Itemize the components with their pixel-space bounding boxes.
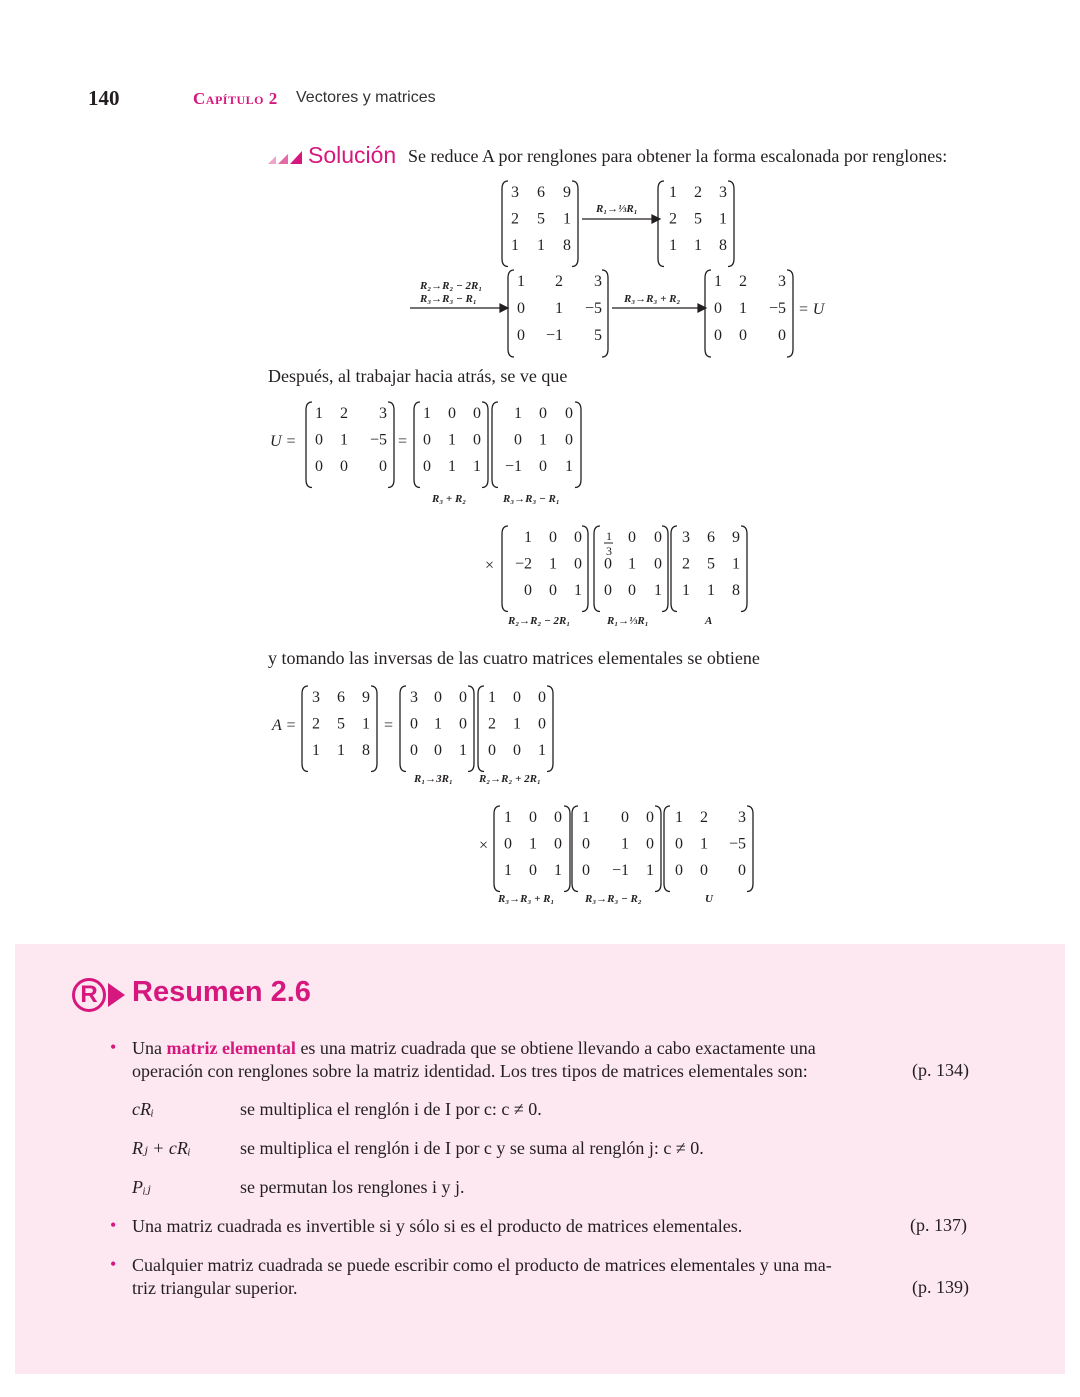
matrix-cell: 0: [524, 582, 532, 599]
matrix-cell: 1: [312, 742, 320, 759]
matrix-cell: 1: [714, 273, 722, 290]
def-symbol-3: Pᵢⱼ: [132, 1177, 151, 1197]
matrix-cell: 1: [563, 210, 571, 228]
matrix-cell: 0: [504, 835, 512, 853]
matrix-U-2: [306, 402, 394, 488]
matrix-M2: [508, 270, 608, 357]
matrix-cell: 0: [434, 742, 442, 759]
item3-ref: (p. 139): [912, 1277, 969, 1297]
item1-pre: Una: [132, 1038, 162, 1058]
matrix-cell: 0: [517, 327, 525, 344]
bullet-1: •: [110, 1037, 117, 1057]
matrix-cell: 1: [719, 210, 727, 228]
matrix-cell: 0: [574, 529, 582, 546]
matrix-cell: 8: [563, 237, 571, 254]
matrix-cell: 0: [538, 715, 546, 733]
matrix-cell: 1: [555, 300, 563, 317]
matrix-cell: 8: [732, 582, 740, 599]
matrix-cell: 2: [739, 273, 747, 290]
matrix-cell: 1: [538, 742, 546, 759]
chapter-label: Capítulo 2: [193, 89, 278, 108]
matrix-cell: 1: [337, 742, 345, 759]
matrix-cell: 0: [646, 809, 654, 826]
matrix-cell: 6: [337, 689, 345, 706]
equals-1: =: [398, 433, 408, 450]
matrix-cell: 1: [732, 555, 740, 573]
matrix-Fa: [400, 686, 474, 772]
matrix-cell: 0: [513, 689, 521, 706]
item1-rest: es una matriz cuadrada que se obtiene llevando a cabo exactamente una: [300, 1038, 816, 1058]
matrix-cell: 0: [434, 689, 442, 706]
label-A: A: [705, 615, 713, 627]
label-U: U: [705, 893, 713, 905]
matrix-cell: 1: [529, 835, 537, 853]
matrix-cell: 5: [337, 715, 345, 733]
matrix-cell: 1: [700, 835, 708, 853]
summary-badge-icon: R: [72, 978, 106, 1012]
matrix-Ec: [502, 526, 588, 612]
matrix-Ea: [414, 402, 488, 488]
matrix-cell: 3: [312, 689, 320, 706]
matrix-cell: 1: [549, 555, 557, 573]
summary-title: Resumen 2.6: [132, 976, 311, 1008]
matrix-cell: 0: [604, 555, 612, 573]
matrix-cell: −5: [584, 300, 602, 317]
matrix-cell: 1: [488, 689, 496, 706]
matrix-cell: 2: [312, 715, 320, 733]
matrix-cell: 0: [423, 458, 431, 475]
matrix-cell: 0: [513, 742, 521, 759]
matrix-cell: 1: [504, 809, 512, 826]
matrix-A-2: [671, 526, 747, 612]
label-r2r1: R₂→R₂ − 2R₁: [508, 615, 571, 627]
equals-2: =: [384, 717, 394, 734]
item2-ref: (p. 137): [910, 1215, 967, 1235]
matrix-cell: 0: [379, 458, 387, 475]
matrix-cell: 1: [682, 582, 690, 599]
bullet-3: •: [110, 1254, 117, 1274]
matrix-cell: 1: [574, 582, 582, 599]
summary-arrow-icon: [108, 983, 125, 1007]
matrix-cell: 1: [646, 862, 654, 879]
matrix-cell: 0: [315, 431, 323, 449]
times-2: ×: [479, 837, 489, 854]
matrix-cell: 1: [448, 431, 456, 449]
matrix-cell: 5: [537, 210, 545, 228]
matrix-cell: 0: [549, 582, 557, 599]
matrix-cell: −2: [514, 555, 532, 573]
matrix-U-3: [664, 806, 753, 892]
label-r3mr2: R₃→R₃ − R₂: [585, 893, 642, 905]
matrix-cell: 1: [669, 237, 677, 254]
matrix-cell: 1: [513, 715, 521, 733]
page-number: 140: [88, 86, 120, 110]
matrix-cell: 0: [554, 835, 562, 853]
label-r1: R₁→⅓R₁: [607, 615, 649, 627]
matrix-cell: 0: [459, 689, 467, 706]
matrix-cell: 0: [582, 835, 590, 853]
matrix-cell: 0: [700, 862, 708, 879]
chapter-title: Vectores y matrices: [296, 89, 436, 106]
matrix-cell-den: 3: [606, 544, 612, 558]
matrix-cell: 1: [654, 582, 662, 599]
matrix-cell: 6: [537, 184, 545, 201]
matrix-cell: 1: [675, 809, 683, 826]
matrix-cell: 0: [646, 835, 654, 853]
def-text-2: se multiplica el renglón i de I por c y se suma al renglón j: c ≠ 0.: [240, 1138, 704, 1158]
matrix-cell: 1: [448, 458, 456, 475]
matrix-cell: 1: [669, 184, 677, 201]
matrix-cell: 0: [565, 431, 573, 449]
matrix-cell: 0: [628, 529, 636, 546]
matrix-cell: 1: [694, 237, 702, 254]
matrix-cell: 1: [582, 809, 590, 826]
matrix-cell: 0: [448, 405, 456, 422]
matrix-cell: 8: [362, 742, 370, 759]
op-r1: R₁→⅓R₁: [596, 203, 638, 215]
matrix-cell: −1: [504, 458, 522, 475]
matrix-cell: 3: [379, 405, 387, 422]
matrix-cell: 2: [700, 809, 708, 826]
matrix-cell: 0: [565, 405, 573, 422]
matrix-Eb: [492, 402, 581, 488]
def-text-1: se multiplica el renglón i de I por c: c ≠ 0.: [240, 1099, 542, 1119]
matrix-cell: 1: [739, 300, 747, 317]
label-r3r2: R₃ + R₂: [432, 493, 467, 505]
def-symbol-2: Rⱼ + cRᵢ: [132, 1138, 191, 1158]
matrix-cell: 2: [511, 210, 519, 228]
matrix-cell: 0: [423, 431, 431, 449]
matrix-cell: 0: [628, 582, 636, 599]
matrix-cell: 0: [410, 742, 418, 759]
matrix-cell: 0: [714, 327, 722, 344]
matrix-cell: 2: [340, 405, 348, 422]
matrix-cell: 1: [628, 555, 636, 573]
matrix-cell: 1: [537, 237, 545, 254]
matrix-cell: 2: [682, 555, 690, 573]
matrix-cell: 3: [511, 184, 519, 201]
matrix-cell: 3: [738, 809, 746, 826]
matrix-cell: −5: [369, 431, 387, 449]
matrix-cell: 0: [738, 862, 746, 879]
matrix-Ed: [594, 526, 668, 612]
matrix-Fd: [572, 806, 661, 892]
def-symbol-1: cRᵢ: [132, 1099, 154, 1119]
matrix-cell: 1: [423, 405, 431, 422]
matrix-cell: 9: [732, 529, 740, 546]
matrix-cell: −1: [545, 327, 563, 344]
matrix-cell: 1: [707, 582, 715, 599]
matrix-cell: 1: [434, 715, 442, 733]
solution-intro: Se reduce A por renglones para obtener la forma escalonada por renglones:: [408, 146, 948, 166]
matrix-cell: 0: [538, 689, 546, 706]
matrix-cell: −5: [768, 300, 786, 317]
label-r3pr1: R₃→R₃ + R₁: [498, 893, 555, 905]
matrix-A-1: [502, 181, 578, 267]
summary-item-2: Una matriz cuadrada es invertible si y sólo si es el producto de matrices elementales.: [132, 1216, 743, 1236]
matrix-cell: 1: [514, 405, 522, 422]
solution-label: Solución: [308, 142, 397, 168]
matrix-cell: 9: [563, 184, 571, 201]
matrix-cell: 0: [459, 715, 467, 733]
op-r3a: R₃→R₃ − R₁: [420, 293, 477, 305]
matrix-cell: 9: [362, 689, 370, 706]
summary-item-3-line2: triz triangular superior.: [132, 1278, 298, 1298]
summary-item-1: [132, 1037, 857, 1060]
matrix-A-3: [302, 686, 377, 772]
matrix-cell: 3: [719, 184, 727, 201]
times-1: ×: [485, 557, 495, 574]
matrix-cell: 0: [410, 715, 418, 733]
matrix-cell: 1: [473, 458, 481, 475]
matrix-Fc: [494, 806, 570, 892]
matrix-cell: 3: [594, 273, 602, 290]
matrix-cell: 0: [488, 742, 496, 759]
item1-ref: (p. 134): [912, 1060, 969, 1080]
matrix-Fb: [478, 686, 553, 772]
bullet-2: •: [110, 1215, 117, 1235]
matrix-cell: 1: [517, 273, 525, 290]
matrix-cell: 0: [315, 458, 323, 475]
matrix-cell: 0: [604, 582, 612, 599]
matrix-cell: 0: [473, 431, 481, 449]
item1-highlight: matriz elemental: [166, 1038, 296, 1058]
matrix-cell: 2: [694, 184, 702, 201]
matrix-cell: 3: [682, 529, 690, 546]
matrix-cell: 3: [410, 689, 418, 706]
op-r3b: R₃→R₃ + R₂: [624, 293, 681, 305]
matrix-cell: 0: [714, 300, 722, 317]
matrix-cell: 0: [574, 555, 582, 573]
matrix-cell: 1: [315, 405, 323, 422]
matrix-cell: 5: [707, 555, 715, 573]
matrix-cell: 5: [594, 327, 602, 344]
matrix-cell: 2: [669, 210, 677, 228]
matrix-cell: −1: [611, 862, 629, 879]
matrix-cell: 0: [549, 529, 557, 546]
matrix-cell-num: 1: [606, 529, 612, 543]
matrix-cell: 0: [582, 862, 590, 879]
matrix-cell: 8: [719, 237, 727, 254]
matrix-cell: 0: [529, 809, 537, 826]
after-text: Después, al trabajar hacia atrás, se ve que: [268, 366, 568, 386]
label-r3r1: R₃→R₃ − R₁: [503, 493, 560, 505]
matrix-cell: 1: [565, 458, 573, 475]
matrix-cell: 0: [739, 327, 747, 344]
item1-line2: operación con renglones sobre la matriz identidad. Los tres tipos de matrices elementales son:: [132, 1061, 808, 1081]
matrix-cell: 0: [621, 809, 629, 826]
matrix-U-1: [705, 270, 793, 357]
label-r2p2r1: R₂→R₂ + 2R₁: [479, 773, 541, 785]
matrix-cell: 1: [504, 862, 512, 879]
matrix-cell: 6: [707, 529, 715, 546]
matrix-cell: 0: [675, 862, 683, 879]
matrix-cell: 0: [539, 405, 547, 422]
matrix-cell: 0: [675, 835, 683, 853]
op-r2a: R₂→R₂ − 2R₁: [420, 280, 483, 292]
matrix-cell: 0: [473, 405, 481, 422]
matrix-M1: [658, 181, 734, 267]
summary-item-3: Cualquier matriz cuadrada se puede escribir como el producto de matrices elementales y una ma-: [132, 1255, 832, 1275]
matrix-cell: 0: [340, 458, 348, 475]
matrix-cell: 1: [362, 715, 370, 733]
matrix-cell: 1: [511, 237, 519, 254]
matrix-cell: 1: [524, 529, 532, 546]
matrix-cell: 0: [539, 458, 547, 475]
matrix-cell: 0: [529, 862, 537, 879]
matrix-cell: −5: [728, 835, 746, 853]
matrix-cell: 0: [654, 529, 662, 546]
matrix-cell: 1: [621, 835, 629, 853]
matrix-cell: 2: [488, 715, 496, 733]
label-3r1: R₁→3R₁: [414, 773, 453, 785]
matrix-cell: 2: [555, 273, 563, 290]
matrix-cell: 1: [554, 862, 562, 879]
u-equals: = U: [798, 301, 825, 318]
matrix-cell: 1: [340, 431, 348, 449]
U-eq-label: U =: [270, 433, 297, 450]
def-text-3: se permutan los renglones i y j.: [240, 1177, 465, 1197]
A-eq-label: A =: [272, 717, 297, 734]
matrix-cell: 0: [514, 431, 522, 449]
matrix-cell: 0: [554, 809, 562, 826]
matrix-cell: 0: [517, 300, 525, 317]
matrix-cell: 3: [778, 273, 786, 290]
matrix-cell: 1: [459, 742, 467, 759]
matrix-cell: 5: [694, 210, 702, 228]
matrix-cell: 1: [539, 431, 547, 449]
inverse-text: y tomando las inversas de las cuatro matrices elementales se obtiene: [268, 648, 760, 668]
matrix-cell: 0: [778, 327, 786, 344]
matrix-cell: 0: [654, 555, 662, 573]
